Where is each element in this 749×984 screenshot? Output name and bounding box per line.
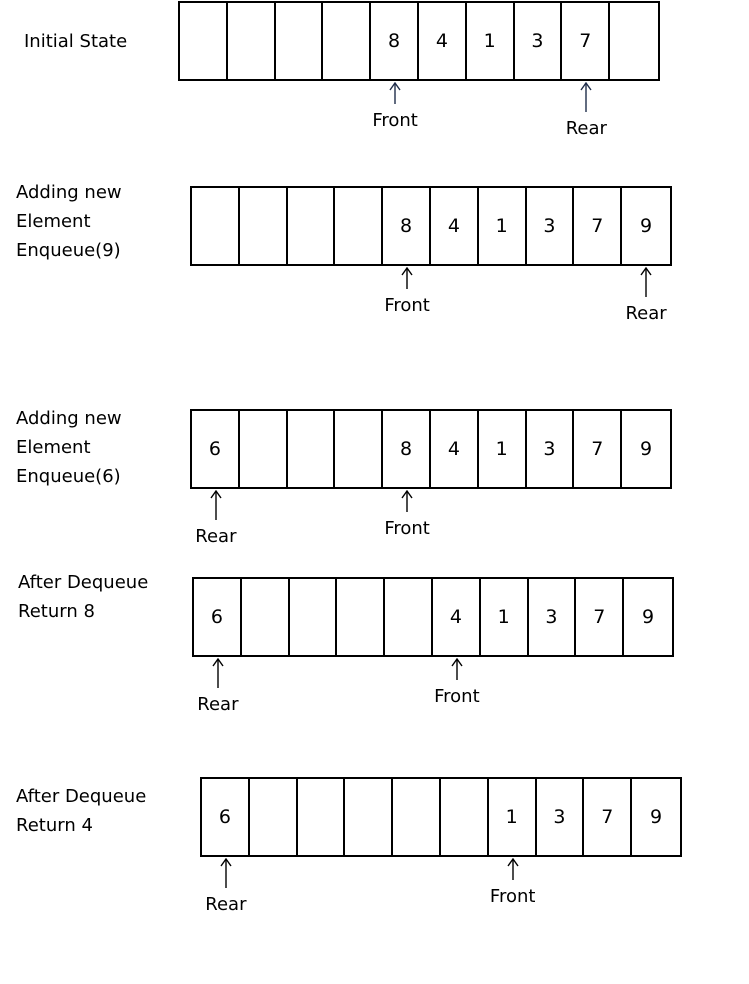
queue-cell [298,779,346,855]
rear-pointer [546,82,626,139]
rear-label: Rear [197,694,239,715]
queue-cell: 9 [650,806,663,828]
state-label-line: Initial State [24,31,128,52]
state-label [24,27,127,56]
queue-cell: 9 [640,215,653,237]
state-label-line: Adding new [16,182,122,203]
rear-label: Rear [625,303,667,324]
queue-cell: 3 [537,779,585,855]
front-pointer [367,267,447,316]
state-label-line: Adding new [16,408,122,429]
up-arrow-icon [210,490,222,520]
up-arrow-icon [640,267,652,297]
queue-cell: 1 [467,3,515,79]
queue-cell [345,779,393,855]
rear-pointer [178,658,258,715]
up-arrow-icon [401,267,413,289]
queue-array [178,1,660,81]
queue-array [190,186,672,266]
queue-array [200,777,682,857]
rear-pointer [186,858,266,915]
front-label: Front [372,110,418,131]
queue-cell: 1 [479,411,527,487]
queue-cell: 7 [562,3,610,79]
rear-label: Rear [205,894,247,915]
queue-cell [288,411,336,487]
up-arrow-icon [451,658,463,680]
up-arrow-icon [389,82,401,104]
queue-cell: 8 [371,3,419,79]
queue-cell: 8 [383,188,431,264]
queue-cell: 8 [383,411,431,487]
up-arrow-icon [507,858,519,880]
up-arrow-icon [212,658,224,688]
up-arrow-icon [401,490,413,512]
queue-cell [192,188,240,264]
rear-pointer [176,490,256,547]
queue-cell: 6 [194,579,242,655]
queue-cell: 7 [574,411,622,487]
queue-cell [180,3,228,79]
queue-cell [385,579,433,655]
queue-cell: 4 [431,411,479,487]
front-pointer [417,658,497,707]
state-label [16,404,122,491]
state-label-line: After Dequeue [18,572,149,593]
state-label-line: Element [16,437,91,458]
up-arrow-icon [580,82,592,112]
queue-cell: 7 [574,188,622,264]
queue-cell: 6 [192,411,240,487]
queue-cell [393,779,441,855]
up-arrow-icon [220,858,232,888]
queue-cell: 3 [515,3,563,79]
queue-cell: 7 [576,579,624,655]
queue-cell [610,3,658,79]
queue-cell [337,579,385,655]
queue-cell [250,779,298,855]
queue-array [190,409,672,489]
queue-cell: 1 [481,579,529,655]
front-pointer [367,490,447,539]
queue-cell: 9 [640,438,653,460]
state-label-line: Element [16,211,91,232]
queue-cell: 9 [642,606,655,628]
front-label: Front [384,518,430,539]
queue-cell: 4 [431,188,479,264]
state-label [16,782,146,840]
queue-cell: 1 [489,779,537,855]
queue-cell [288,188,336,264]
queue-cell [335,188,383,264]
rear-label: Rear [195,526,237,547]
state-label-line: Return 4 [16,815,93,836]
front-label: Front [434,686,480,707]
front-pointer [355,82,435,131]
queue-cell [240,188,288,264]
queue-cell [276,3,324,79]
queue-array [192,577,674,657]
state-label-line: Return 8 [18,601,95,622]
queue-cell: 6 [202,779,250,855]
queue-cell [335,411,383,487]
rear-label: Rear [565,118,607,139]
queue-cell [323,3,371,79]
queue-cell [240,411,288,487]
rear-pointer [606,267,686,324]
front-label: Front [489,886,536,907]
queue-cell: 4 [433,579,481,655]
queue-cell: 7 [584,779,632,855]
queue-cell [242,579,290,655]
queue-cell [441,779,489,855]
state-label-line: After Dequeue [16,786,147,807]
front-pointer [473,858,553,907]
state-label [16,178,122,265]
queue-cell: 3 [529,579,577,655]
state-label [18,568,148,626]
state-label-line: Enqueue(6) [16,466,121,487]
queue-cell [290,579,338,655]
front-label: Front [384,295,430,316]
queue-cell: 3 [527,411,575,487]
queue-cell [228,3,276,79]
state-label-line: Enqueue(9) [16,240,121,261]
queue-cell: 3 [527,188,575,264]
queue-cell: 1 [479,188,527,264]
queue-cell: 4 [419,3,467,79]
